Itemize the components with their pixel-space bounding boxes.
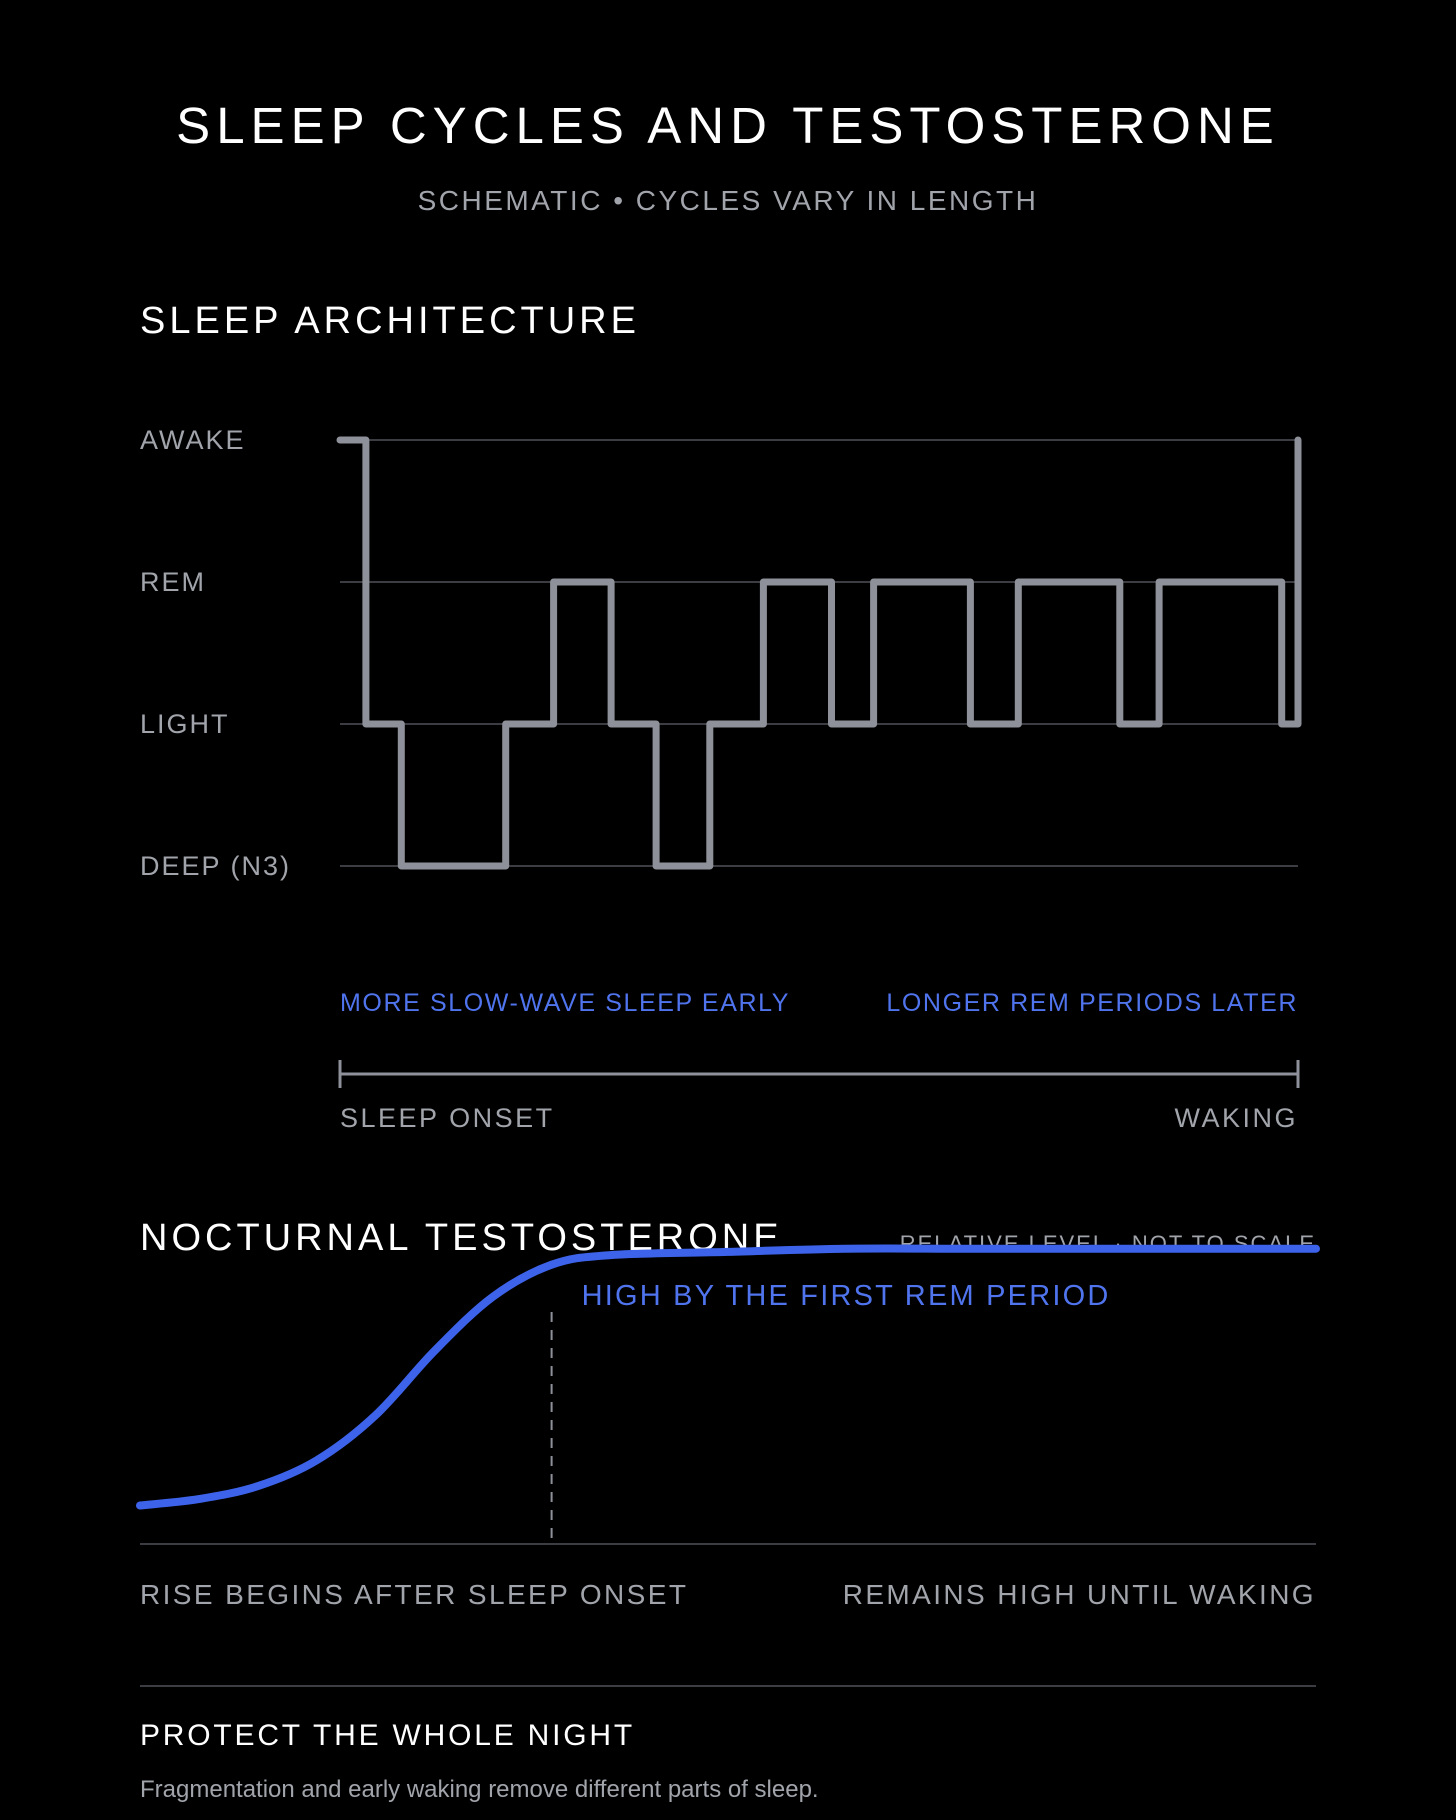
scale-note: RELATIVE LEVEL · NOT TO SCALE	[899, 1231, 1316, 1256]
rem-later-annotation: LONGER REM PERIODS LATER	[886, 989, 1298, 1017]
page-title: SLEEP CYCLES AND TESTOSTERONE	[176, 97, 1280, 154]
footer-body: Fragmentation and early waking remove different parts of sleep.	[140, 1776, 819, 1803]
stage-label-deep-n3: DEEP (N3)	[140, 851, 292, 881]
stage-label-rem: REM	[140, 567, 206, 597]
timeline-axis	[340, 1060, 1298, 1088]
stage-label-awake: AWAKE	[140, 425, 246, 455]
stage-label-light: LIGHT	[140, 709, 230, 739]
stage-gridlines	[340, 440, 1298, 866]
rise-begins-label: RISE BEGINS AFTER SLEEP ONSET	[140, 1579, 689, 1610]
page-subtitle: SCHEMATIC • CYCLES VARY IN LENGTH	[417, 185, 1039, 216]
stage-labels	[140, 425, 291, 881]
hypnogram-line	[340, 440, 1298, 866]
testosterone-title: NOCTURNAL TESTOSTERONE	[140, 1217, 783, 1259]
remains-high-label: REMAINS HIGH UNTIL WAKING	[842, 1579, 1316, 1610]
first-rem-marker-label: HIGH BY THE FIRST REM PERIOD	[581, 1280, 1111, 1312]
sleep-architecture-title: SLEEP ARCHITECTURE	[140, 300, 640, 342]
slow-wave-annotation: MORE SLOW-WAVE SLEEP EARLY	[340, 989, 791, 1017]
waking-label: WAKING	[1174, 1103, 1298, 1133]
hypnogram-series	[340, 440, 1298, 866]
sleep-onset-label: SLEEP ONSET	[340, 1103, 555, 1133]
sleep-architecture-chart	[140, 300, 1298, 1133]
testosterone-chart	[140, 1217, 1316, 1610]
footer-heading: PROTECT THE WHOLE NIGHT	[140, 1719, 635, 1752]
